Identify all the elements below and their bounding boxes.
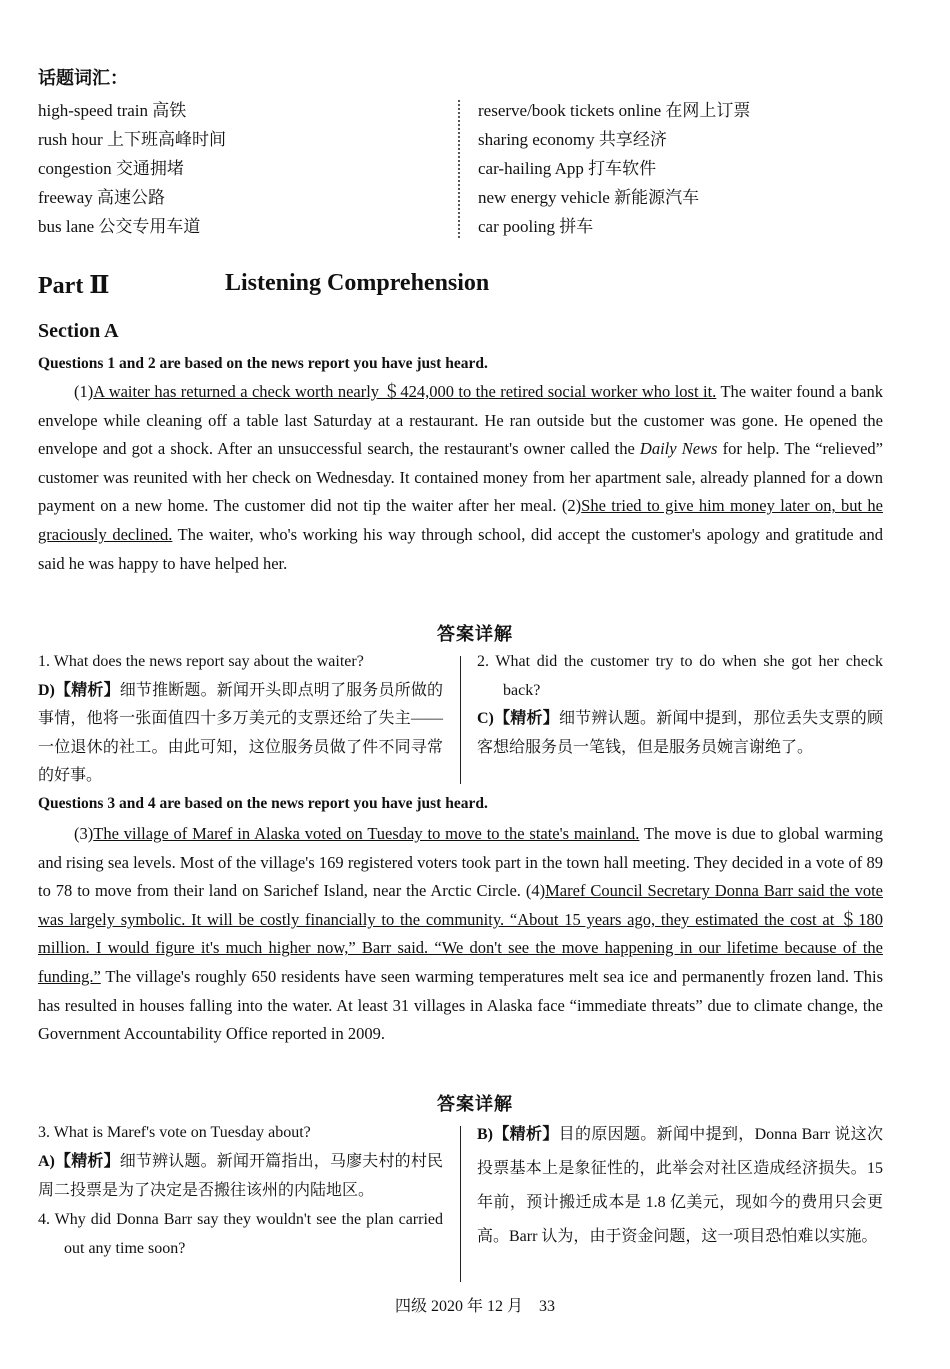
marker-4: (4) (525, 881, 546, 901)
vocab-item: car-hailing App 打车软件 (478, 159, 657, 178)
vocab-item: freeway 高速公路 (38, 188, 165, 207)
vocab-item: rush hour 上下班高峰时间 (38, 130, 226, 149)
answer-2: C)【精析】细节辨认题。新闻中提到，那位丢失支票的顾客想给服务员一笔钱，但是服务员婉言谢绝了。 (477, 710, 883, 756)
question-1: 1. What does the news report say about the waiter? (38, 653, 364, 670)
key-sentence-4: Maref Council Secretary Donna Barr said the vote was largely symbolic. It will be costly financially to the community. “About 15 years ago, they estimated the cost at ＄180 million. I would figure it's much higher now,” Barr said. “We don't see the move happening in our lifetime because of the funding.” (38, 881, 883, 986)
vocab-item: sharing economy 共享经济 (478, 130, 667, 149)
key-sentence-2: She tried to give him money later on, but he graciously declined. (38, 496, 883, 544)
news-report-1: (1)A waiter has returned a check worth nearly ＄424,000 to the retired social worker who lost it. The waiter found a bank envelope while cleaning off a table last Saturday at a restaurant. He ran outside but the customer was gone. He opened the envelope and got a shock. After an unsuccessful search, the restaurant's owner called the Daily News for help. The “relieved” customer was reunited with her check on Wednesday. It contained money from her apartment sale, already planned for a down payment on a new home. The customer did not tip the waiter after her meal. (2)She tried to give him money later on, but he graciously declined. The waiter, who's working his way through school, did accept the customer's apology and gratitude and said he was happy to have helped her. (38, 382, 883, 573)
column-divider (460, 656, 461, 784)
answer-col-q2 (477, 648, 883, 762)
vocab-list-right (478, 96, 750, 241)
answer-col-q1 (38, 648, 443, 791)
answer-explanation-title: 答案详解 (437, 624, 513, 644)
question-2: 2. What did the customer try to do when she got her check back? (477, 653, 883, 699)
key-sentence-1: A waiter has returned a check worth nearly ＄424,000 to the retired social worker who lost it. (93, 382, 717, 401)
vocab-item: congestion 交通拥堵 (38, 159, 184, 178)
marker-2: (2) (561, 496, 582, 516)
news-report-2: (3)The village of Maref in Alaska voted on Tuesday to move to the state's mainland. The move is due to global warming and rising sea levels. Most of the village's 169 registered voters took part in the town hall meeting. They decided in a vote of 89 to 78 to move from their land on Sarichef Island, near the Arctic Circle. (4)Maref Council Secretary Donna Barr said the vote was largely symbolic. It will be costly financially to the community. “About 15 years ago, they estimated the cost at ＄180 million. I would figure it's much higher now,” Barr said. “We don't see the move happening in our lifetime because of the funding.” The village's roughly 650 residents have seen warming temperatures melt sea ice and permanently frozen land. This has resulted in houses falling into the water. At least 31 villages in Alaska face “immediate threats” due to climate change, the Government Accountability Office reported in 2009. (38, 824, 883, 1044)
vocab-item: reserve/book tickets online 在网上订票 (478, 101, 751, 120)
part-title: Listening Comprehension (225, 270, 490, 296)
section-title: Section A (38, 320, 119, 342)
questions-3-4-heading: Questions 3 and 4 are based on the news report you have just heard. (38, 795, 488, 812)
part-label: Part Ⅱ (38, 273, 110, 299)
column-divider-2 (460, 1126, 461, 1282)
vocab-item: high-speed train 高铁 (38, 101, 187, 120)
vocab-item: bus lane 公交专用车道 (38, 217, 201, 236)
answer-3: A)【精析】细节辨认题。新闻开篇指出，马廖夫村的村民周二投票是为了决定是否搬往该州的内陆地区。 (38, 1153, 443, 1199)
marker-1: (1) (74, 382, 94, 401)
vocab-item: car pooling 拼车 (478, 217, 594, 236)
newspaper-name: Daily News (639, 439, 718, 459)
answer-explanation-title-2: 答案详解 (437, 1094, 513, 1114)
vocab-item: new energy vehicle 新能源汽车 (478, 188, 700, 207)
vocab-divider (458, 100, 460, 238)
answer-1: D)【精析】细节推断题。新闻开头即点明了服务员所做的事情，他将一张面值四十多万美元的支票还给了失主——一位退休的社工。由此可知，这位服务员做了件不同寻常的好事。 (38, 681, 443, 785)
questions-1-2-heading: Questions 1 and 2 are based on the news report you have just heard. (38, 355, 488, 372)
vocab-list-left (38, 96, 226, 241)
question-4: 4. Why did Donna Barr say they wouldn't see the plan carried out any time soon? (38, 1211, 443, 1257)
marker-3: (3) (74, 824, 94, 843)
page-footer: 四级 2020 年 12 月 33 (394, 1298, 555, 1315)
answer-col-q4 (477, 1118, 883, 1254)
vocab-title: 话题词汇： (38, 68, 128, 88)
answer-col-q3 (38, 1118, 443, 1263)
answer-4: B)【精析】目的原因题。新闻中提到，Donna Barr 说这次投票基本上是象征性的，此举会对社区造成经济损失。15 年前，预计搬迁成本是 1.8 亿美元，现如今的费用只会更高。Barr 认为，由于资金问题，这一项目恐怕难以实施。 (477, 1126, 883, 1245)
key-sentence-3: The village of Maref in Alaska voted on Tuesday to move to the state's mainland. (93, 824, 640, 843)
question-3: 3. What is Maref's vote on Tuesday about? (38, 1124, 311, 1141)
